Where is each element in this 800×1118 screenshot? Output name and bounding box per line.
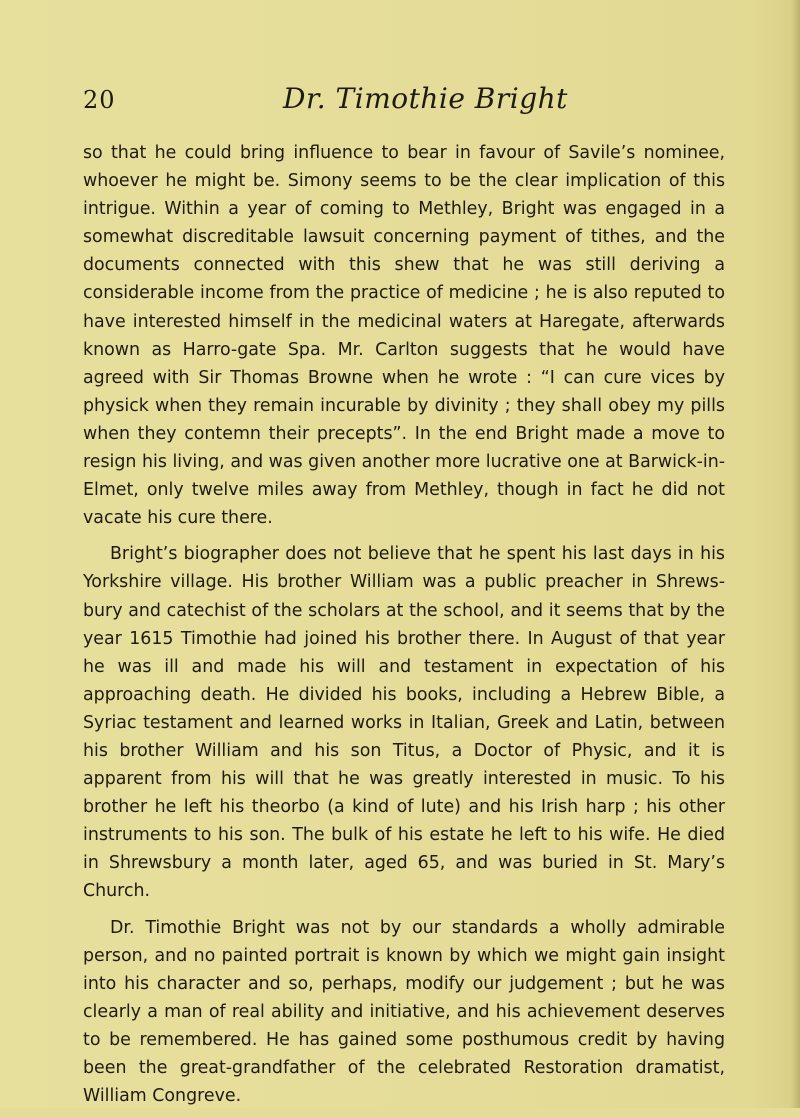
body-text (83, 139, 725, 1118)
page-number: 20 (83, 86, 116, 114)
paragraph-2: Bright’s biographer does not believe that he spent his last days in his Yorkshire village. His brother William was a public preacher in Shrews-bury and catechist of the scholars at the school, and it seems that by the year 1615 Timothie had joined his brother there. In August of that year he was ill and made his will and testament in expectation of his approaching death. He divided his books, including a Hebrew Bible, a Syriac testament and learned works in Italian, Greek and Latin, between his brother William and his son Titus, a Doctor of Physic, and it is apparent from his will that he was greatly interested in music. To his brother he left his theorbo (a kind of lute) and his Irish harp ; his other instruments to his son. The bulk of his estate he left to his wife. He died in Shrewsbury a month later, aged 65, and was buried in St. Mary’s Church. (83, 544, 725, 902)
paragraph-1: so that he could bring influence to bear in favour of Savile’s nominee, whoever he might be. Simony seems to be the clear implication of this intrigue. Within a year of coming to Methley, Bright was engaged in a somewhat discreditable lawsuit concerning payment of tithes, and the documents connected with this shew that he was still deriving a considerable income from the practice of medicine ; he is also reputed to have interested himself in the medicinal waters at Haregate, afterwards known as Harro-gate Spa. Mr. Carlton suggests that he would have agreed with Sir Thomas Browne when he wrote : “I can cure vices by physick when they remain incurable by divinity ; they shall obey my pills when they contemn their precepts”. In the end Bright made a move to resign his living, and was given another more lucrative one at Barwick-in-Elmet, only twelve miles away from Methley, though in fact he did not vacate his cure there. (83, 143, 725, 529)
running-head-title: Dr. Timothie Bright (283, 82, 568, 115)
paragraph-3: Dr. Timothie Bright was not by our standards a wholly admirable person, and no painted portrait is known by which we might gain insight into his character and so, perhaps, modify our judgement ; but he was clearly a man of real ability and initiative, and his achievement deserves to be remembered. He has gained some posthumous credit by having been the great-grandfather of the celebrated Restoration dramatist, William Congreve. (83, 917, 725, 1107)
page-header (83, 82, 723, 122)
page-edge-shadow (790, 0, 800, 1108)
